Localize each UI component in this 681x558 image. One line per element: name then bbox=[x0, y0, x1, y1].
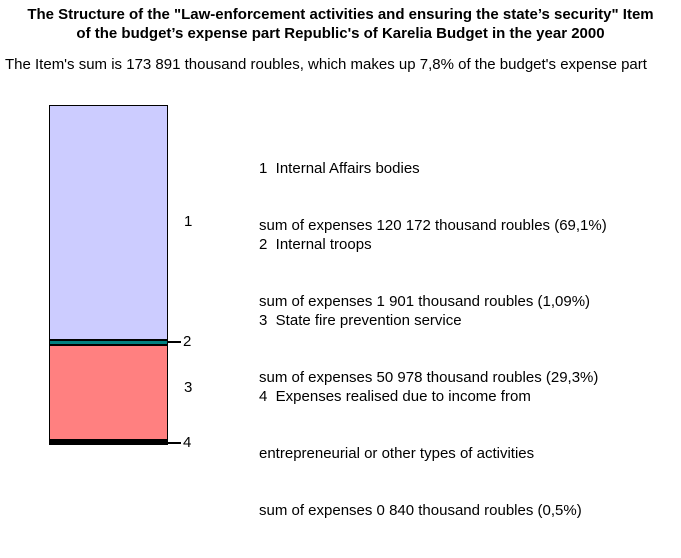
legend-item-2-sum: sum of expenses 1 901 thousand roubles (1,09%) bbox=[259, 293, 591, 310]
bar-segment-state-fire-prevention-service bbox=[49, 345, 168, 440]
legend-item-4-sum: sum of expenses 0 840 thousand roubles (0,5%) bbox=[259, 502, 582, 519]
bar-callout-label-4: 4 bbox=[183, 434, 192, 451]
bar-callout-label-1: 1 bbox=[184, 213, 193, 230]
legend-item-entrepreneurial-expenses bbox=[259, 349, 679, 558]
chart-subtitle: The Item's sum is 173 891 thousand roubles, which makes up 7,8% of the budget's expense part bbox=[5, 56, 647, 73]
legend-item-1-sum: sum of expenses 120 172 thousand roubles (69,1%) bbox=[259, 217, 607, 234]
chart-title bbox=[0, 5, 681, 43]
bar-segment-entrepreneurial-expenses bbox=[49, 440, 168, 445]
legend-item-1-title: 1 Internal Affairs bodies bbox=[259, 160, 420, 177]
bar-segment-internal-affairs-bodies bbox=[49, 105, 168, 340]
legend-item-3-title: 3 State fire prevention service bbox=[259, 312, 462, 329]
callout-tick-line-2 bbox=[167, 341, 181, 343]
legend-item-4-title: 4 Expenses realised due to income from bbox=[259, 388, 531, 405]
chart-title-line2: of the budget’s expense part Republic's of Karelia Budget in the year 2000 bbox=[76, 25, 605, 42]
stacked-bar bbox=[49, 105, 168, 445]
legend-item-4-title-cont: entrepreneurial or other types of activities bbox=[259, 445, 535, 462]
bar-callout-label-2: 2 bbox=[183, 333, 192, 350]
legend-item-3-sum: sum of expenses 50 978 thousand roubles (29,3%) bbox=[259, 369, 599, 386]
legend-item-2-title: 2 Internal troops bbox=[259, 236, 372, 253]
callout-tick-line-4 bbox=[167, 442, 181, 444]
bar-callout-label-3: 3 bbox=[184, 379, 193, 396]
chart-title-line1: The Structure of the "Law-enforcement activities and ensuring the state’s security" Item bbox=[27, 6, 654, 23]
